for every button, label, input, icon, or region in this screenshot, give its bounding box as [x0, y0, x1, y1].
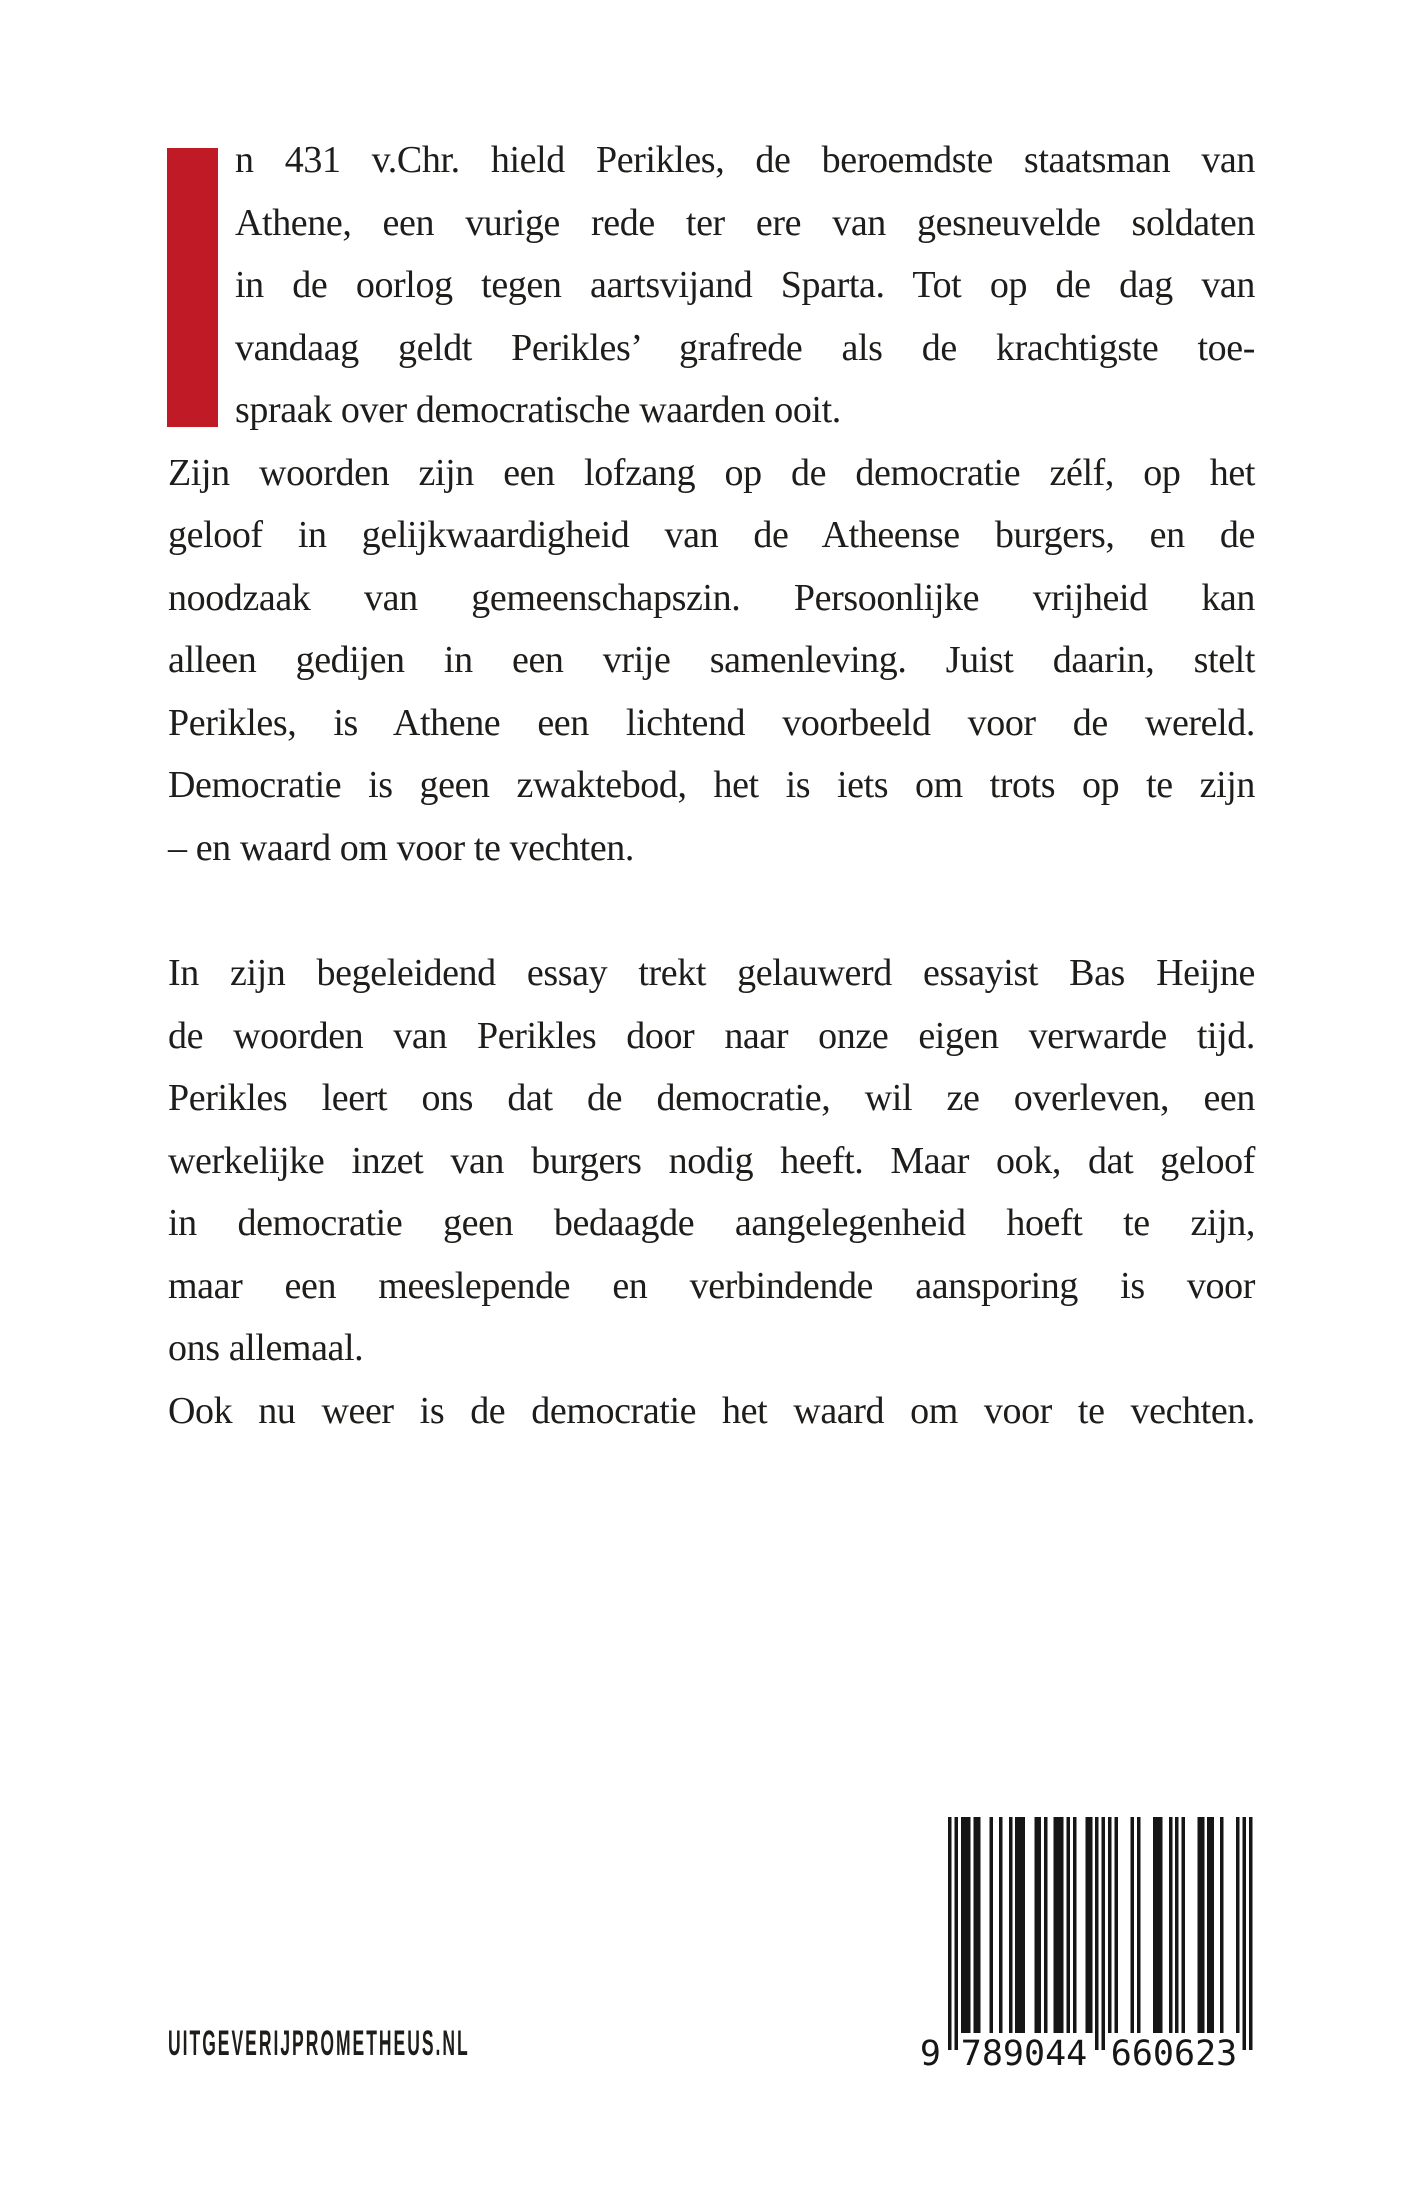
blurb-line: geloof in gelijkwaardigheid van de Atheense burgers, en de: [168, 514, 1255, 556]
blurb-line: In zijn begeleidend essay trekt gelauwerd essayist Bas Heijne: [168, 952, 1255, 994]
blurb-line: Perikles leert ons dat de democratie, wil ze overleven, een: [168, 1077, 1255, 1119]
blurb-line: in democratie geen bedaagde aangelegenheid hoeft te zijn,: [168, 1202, 1255, 1244]
blurb-line: Perikles, is Athene een lichtend voorbeeld voor de wereld.: [168, 701, 1255, 744]
blurb-line: n 431 v.Chr. hield Perikles, de beroemdste staatsman van: [235, 139, 1255, 181]
ean13-barcode: [948, 1817, 1253, 2050]
blurb-line: Democratie is geen zwaktebod, het is iets om trots op te zijn: [168, 764, 1255, 806]
blurb-line: alleen gedijen in een vrije samenleving. Juist daarin, stelt: [168, 639, 1255, 681]
blurb-line: werkelijke inzet van burgers nodig heeft. Maar ook, dat geloof: [168, 1139, 1255, 1182]
blurb-line: vandaag geldt Perikles’ grafrede als de krachtigste toe-: [235, 326, 1255, 369]
blurb-line: Athene, een vurige rede ter ere van gesneuvelde soldaten: [235, 201, 1255, 244]
publisher-url: UITGEVERIJPROMETHEUS.NL: [168, 2024, 470, 2063]
isbn-digit-group-right: 660623: [1110, 2034, 1238, 2074]
blurb-line: Ook nu weer is de democratie het waard om voor te vechten.: [168, 1389, 1255, 1432]
isbn-digit-group-left: 789044: [960, 2034, 1088, 2074]
second-paragraph: [168, 442, 1255, 880]
blurb-line: noodzaak van gemeenschapszin. Persoonlijke vrijheid kan: [168, 576, 1255, 619]
opening-paragraph: [168, 129, 1255, 442]
blurb-line: Zijn woorden zijn een lofzang op de democratie zélf, op het: [168, 451, 1255, 494]
blurb-line: maar een meeslepende en verbindende aansporing is voor: [168, 1264, 1255, 1307]
closing-line-paragraph: [168, 1380, 1255, 1443]
blurb-block-bottom: [168, 942, 1255, 1442]
blurb-line: spraak over democratische waarden ooit.: [235, 389, 841, 431]
blurb-block-top: [168, 129, 1255, 879]
blurb-line: – en waard om voor te vechten.: [168, 826, 634, 869]
isbn-digit-first: 9: [919, 2034, 941, 2074]
blurb-line: de woorden van Perikles door naar onze eigen verwarde tijd.: [168, 1014, 1255, 1057]
blurb-line: in de oorlog tegen aartsvijand Sparta. Tot op de dag van: [235, 264, 1255, 306]
essay-paragraph: [168, 942, 1255, 1380]
blurb-line: ons allemaal.: [168, 1327, 364, 1369]
